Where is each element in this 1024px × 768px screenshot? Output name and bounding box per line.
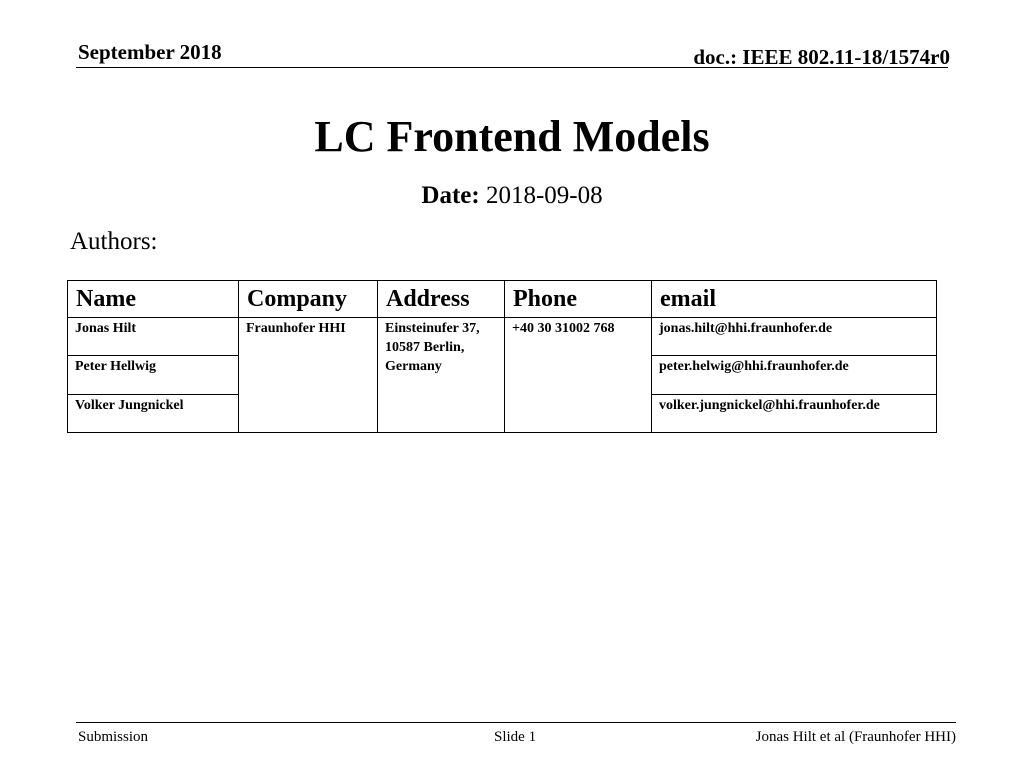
author-email: peter.helwig@hhi.fraunhofer.de — [652, 356, 937, 395]
author-name: Volker Jungnickel — [68, 395, 239, 433]
date-line — [0, 180, 1024, 212]
author-email: volker.jungnickel@hhi.fraunhofer.de — [652, 395, 937, 433]
footer-divider — [76, 722, 956, 723]
author-name: Peter Hellwig — [68, 356, 239, 395]
author-email: jonas.hilt@hhi.fraunhofer.de — [652, 318, 937, 356]
header-doc-id: doc.: IEEE 802.11-18/1574r0 — [693, 45, 950, 69]
author-address: Einsteinufer 37, 10587 Berlin, Germany — [378, 318, 505, 433]
column-header-email: email — [652, 281, 937, 318]
column-header-name: Name — [68, 281, 239, 318]
header-divider — [76, 67, 948, 68]
column-header-phone: Phone — [505, 281, 652, 318]
footer-submission: Submission — [78, 729, 149, 745]
footer-slide-number: Slide 1 — [494, 729, 537, 745]
author-phone: +40 30 31002 768 — [505, 318, 652, 433]
slide-title: LC Frontend Models — [314, 112, 710, 161]
author-company: Fraunhofer HHI — [239, 318, 378, 433]
table-header-row — [68, 281, 937, 318]
column-header-company: Company — [239, 281, 378, 318]
date-value: 2018-09-08 — [485, 182, 603, 209]
date-label: Date: — [421, 182, 480, 209]
author-name: Jonas Hilt — [68, 318, 239, 356]
table-row — [68, 318, 937, 356]
column-header-address: Address — [378, 281, 505, 318]
authors-label: Authors: — [70, 228, 158, 255]
authors-table — [67, 280, 937, 433]
footer-authors: Jonas Hilt et al (Fraunhofer HHI) — [755, 729, 956, 745]
header-date: September 2018 — [78, 40, 222, 64]
